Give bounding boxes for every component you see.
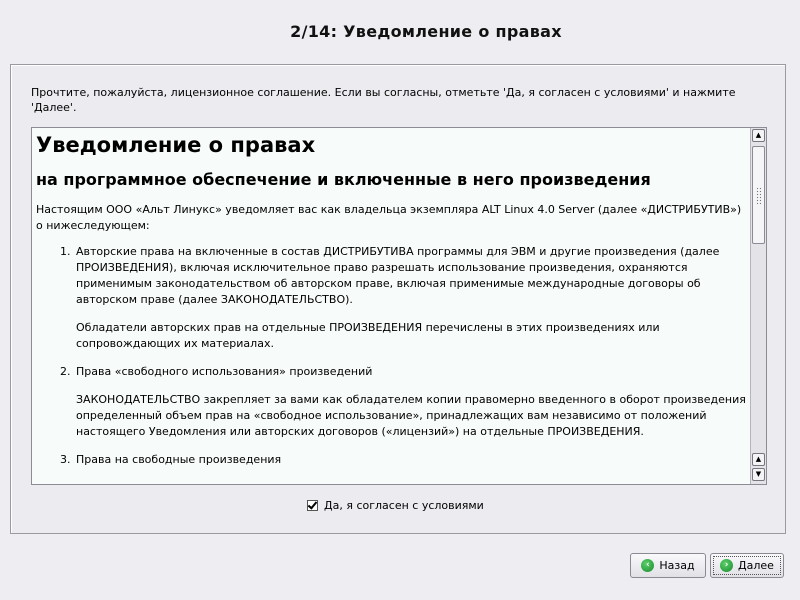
license-content [36,130,748,480]
license-heading: Уведомление о правах [36,133,316,157]
next-button-label: Далее [738,559,774,572]
scroll-up-button[interactable]: ▲ [752,129,765,142]
license-subheading: на программное обеспечение и включенные в него произведения [36,170,651,189]
list-item-text: Права «свободного использования» произведений [76,365,373,378]
back-button[interactable] [630,553,706,578]
list-item-number: 1. [60,245,71,258]
list-item [36,452,748,468]
list-item-subtext: Обладатели авторских прав на отдельные ПРОИЗВЕДЕНИЯ перечислены в этих произведениях или сопровождающих их материалах. [76,321,660,350]
agree-checkbox-row[interactable] [307,497,484,513]
back-button-label: Назад [659,559,695,572]
list-item [36,364,748,440]
license-panel [10,64,786,534]
page-title: 2/14: Уведомление о правах [290,22,562,41]
license-list [36,244,748,468]
agree-checkbox[interactable] [307,500,318,511]
scrollbar-thumb[interactable] [752,146,765,244]
agree-label[interactable]: Да, я согласен с условиями [324,498,484,512]
list-item-number: 3. [60,453,71,466]
scroll-down-button[interactable]: ▼ [752,468,765,481]
list-item-number: 2. [60,365,71,378]
list-item-text: Авторские права на включенные в состав ДИСТРИБУТИВА программы для ЭВМ и другие произведения (далее ПРОИЗВЕДЕНИЯ), включая исключительное право разрешать использование произведения, охраняются применимым законодательством об авторском праве, включая применимые международные договоры об авторском праве (далее ЗАКОНОДАТЕЛЬСТВО). [76,245,720,306]
arrow-left-icon: ‹ [641,559,654,572]
list-item [36,244,748,352]
next-button[interactable] [710,553,784,578]
license-text-area[interactable] [31,127,767,485]
list-item-text: Права на свободные произведения [76,453,282,466]
instructions-text: Прочтите, пожалуйста, лицензионное соглашение. Если вы согласны, отметьте 'Да, я согласен с условиями' и нажмите 'Далее'. [31,86,736,114]
vertical-scrollbar[interactable] [750,128,766,484]
scroll-up-button-bottom[interactable]: ▲ [752,453,765,466]
grip-icon [756,187,762,205]
arrow-right-icon: › [720,559,733,572]
license-lead: Настоящим ООО «Альт Линукс» уведомляет вас как владельца экземпляра ALT Linux 4.0 Server (далее «ДИСТРИБУТИВ») о нижеследующем: [36,203,742,232]
list-item-subtext: ЗАКОНОДАТЕЛЬСТВО закрепляет за вами как обладателем копии правомерно введенного в оборот произведения определенный объем прав на «свободное использование», принадлежащих вам независимо от положений настоящего Уведомления или авторских договоров («лицензий») на отдельные ПРОИЗВЕДЕНИЯ. [76,393,746,438]
